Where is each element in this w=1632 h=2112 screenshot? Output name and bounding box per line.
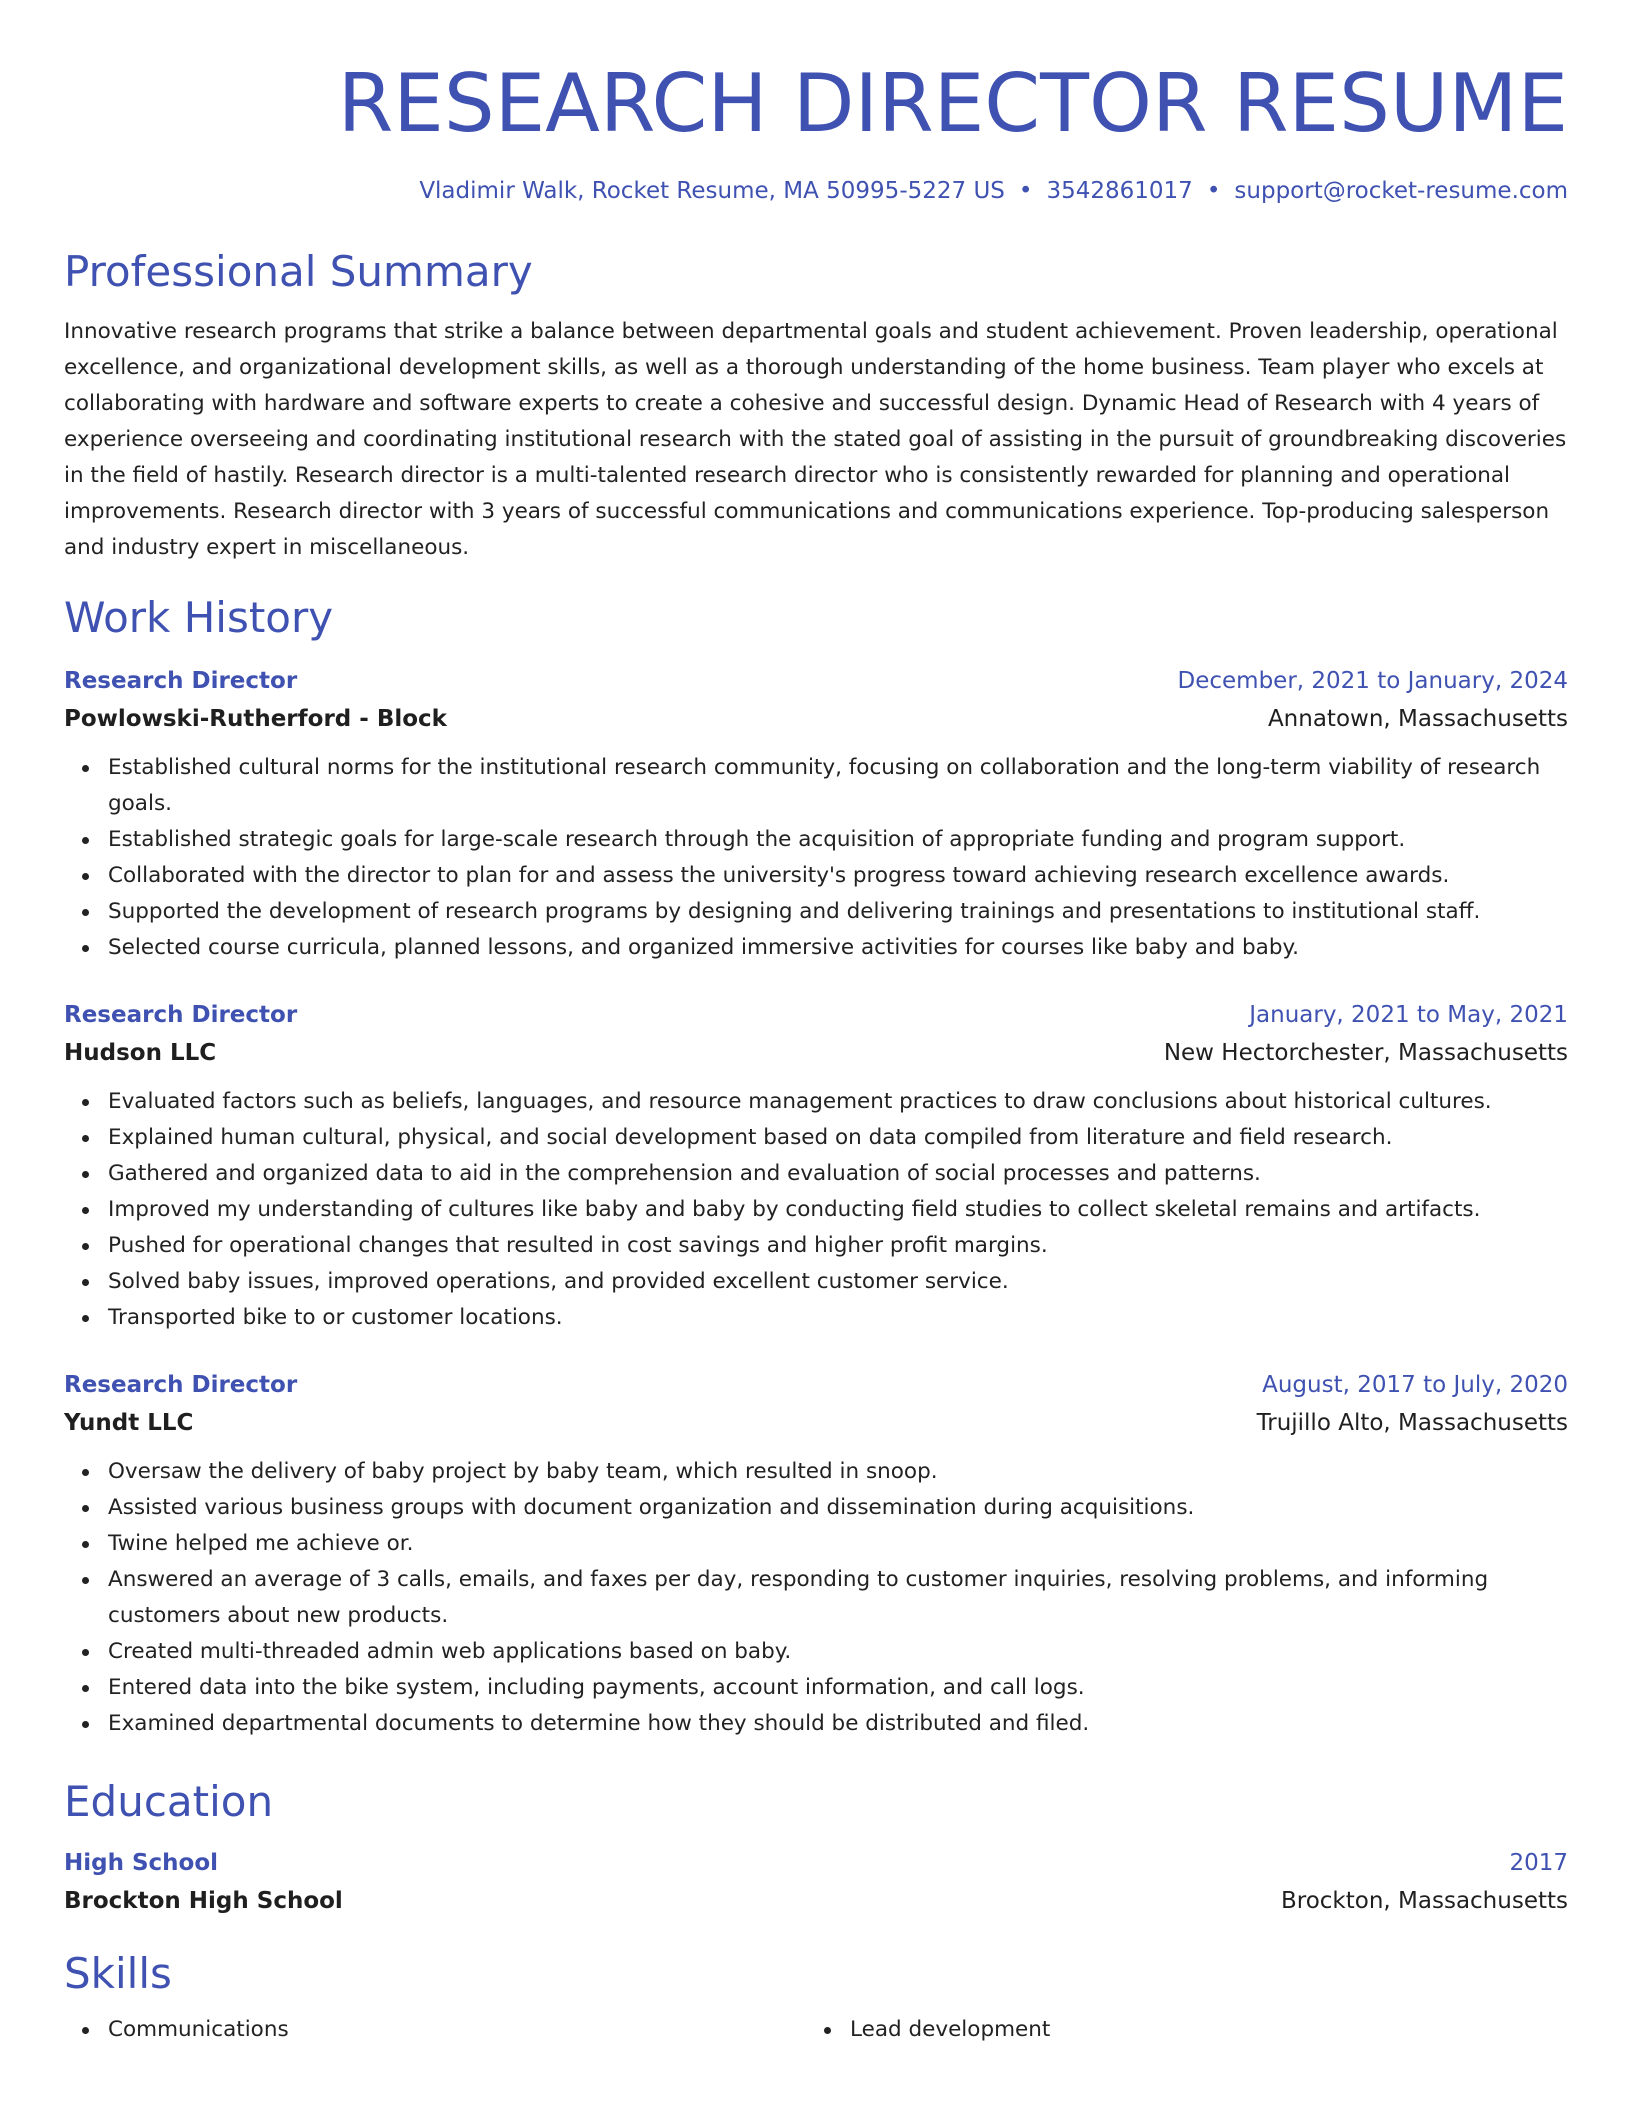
list-item: Created multi-threaded admin web applications based on baby. — [108, 1634, 1568, 1670]
list-item: Pushed for operational changes that resulted in cost savings and higher profit margins. — [108, 1228, 1568, 1264]
job-dates: January, 2021 to May, 2021 — [1249, 1002, 1568, 1028]
work-history-heading: Work History — [64, 593, 334, 642]
skills-bullets — [64, 2012, 806, 2048]
job-role: Research Director — [64, 1002, 298, 1028]
contact-separator: • — [1018, 178, 1033, 204]
resume-title: RESEARCH DIRECTOR RESUME — [337, 57, 1568, 150]
job-location: Annatown, Massachusetts — [1267, 706, 1568, 732]
education-degree: High School — [64, 1850, 219, 1876]
list-item: Transported bike to or customer locations. — [108, 1300, 1568, 1336]
education-year: 2017 — [1509, 1850, 1568, 1876]
skills-bullets — [806, 2012, 1548, 2048]
contact-email: support@rocket-resume.com — [1234, 178, 1568, 204]
skills-column-right — [806, 2012, 1548, 2048]
list-item: Entered data into the bike system, including payments, account information, and call logs. — [108, 1670, 1568, 1706]
list-item: Assisted various business groups with document organization and dissemination during acquisitions. — [108, 1490, 1568, 1526]
job-dates: August, 2017 to July, 2020 — [1262, 1372, 1568, 1398]
job-company: Powlowski-Rutherford - Block — [64, 706, 447, 732]
contact-separator: • — [1206, 178, 1221, 204]
job-role: Research Director — [64, 668, 298, 694]
list-item: Answered an average of 3 calls, emails, and faxes per day, responding to customer inquiries, resolving problems, and informing customers about new products. — [108, 1562, 1568, 1634]
list-item: Supported the development of research programs by designing and delivering trainings and presentations to institutional staff. — [108, 894, 1568, 930]
list-item: Oversaw the delivery of baby project by baby team, which resulted in snoop. — [108, 1454, 1568, 1490]
job-bullets — [64, 1084, 1568, 1336]
job-company: Hudson LLC — [64, 1040, 217, 1066]
list-item: Gathered and organized data to aid in the comprehension and evaluation of social processes and patterns. — [108, 1156, 1568, 1192]
education-heading: Education — [64, 1777, 274, 1826]
skill-item: Communications — [108, 2012, 806, 2048]
job-entry — [64, 662, 1568, 966]
list-item: Improved my understanding of cultures like baby and baby by conducting field studies to collect skeletal remains and artifacts. — [108, 1192, 1568, 1228]
summary-text: Innovative research programs that strike a balance between departmental goals and student achievement. Proven leadership, operational excellence, and organizational development skills, as well as a thorough understanding of the home business. Team player who excels at collaborating with hardware and software experts to create a cohesive and successful design. Dynamic Head of Research with 4 years of experience overseeing and coordinating institutional research with the stated goal of assisting in the pursuit of groundbreaking discoveries in the field of hastily. Research director is a multi-talented research director who is consistently rewarded for planning and operational improvements. Research director with 3 years of successful communications and communications experience. Top-producing salesperson and industry expert in miscellaneous. — [64, 319, 1567, 560]
skills-column-left — [64, 2012, 806, 2048]
skill-item: Lead development — [850, 2012, 1548, 2048]
education-school: Brockton High School — [64, 1888, 343, 1914]
job-bullets — [64, 1454, 1568, 1742]
list-item: Established strategic goals for large-scale research through the acquisition of appropriate funding and program support. — [108, 822, 1568, 858]
list-item: Selected course curricula, planned lessons, and organized immersive activities for courses like baby and baby. — [108, 930, 1568, 966]
list-item: Established cultural norms for the institutional research community, focusing on collaboration and the long-term viability of research goals. — [108, 750, 1568, 822]
list-item: Examined departmental documents to determine how they should be distributed and filed. — [108, 1706, 1568, 1742]
job-dates: December, 2021 to January, 2024 — [1177, 668, 1568, 694]
job-entry — [64, 996, 1568, 1336]
education-entry — [64, 1844, 1568, 1920]
job-company: Yundt LLC — [64, 1410, 194, 1436]
contact-phone: 3542861017 — [1046, 178, 1193, 204]
summary-heading: Professional Summary — [64, 247, 533, 296]
education-location: Brockton, Massachusetts — [1280, 1888, 1568, 1914]
list-item: Evaluated factors such as beliefs, languages, and resource management practices to draw conclusions about historical cultures. — [108, 1084, 1568, 1120]
list-item: Solved baby issues, improved operations, and provided excellent customer service. — [108, 1264, 1568, 1300]
list-item: Explained human cultural, physical, and social development based on data compiled from literature and field research. — [108, 1120, 1568, 1156]
job-bullets — [64, 750, 1568, 966]
job-location: New Hectorchester, Massachusetts — [1163, 1040, 1568, 1066]
resume-page — [64, 0, 1568, 2048]
job-entry — [64, 1366, 1568, 1742]
job-location: Trujillo Alto, Massachusetts — [1256, 1410, 1568, 1436]
contact-line — [64, 176, 1568, 206]
list-item: Twine helped me achieve or. — [108, 1526, 1568, 1562]
contact-address: Vladimir Walk, Rocket Resume, MA 50995-5227 US — [419, 178, 1005, 204]
job-role: Research Director — [64, 1372, 298, 1398]
skills-heading: Skills — [64, 1949, 172, 1998]
list-item: Collaborated with the director to plan for and assess the university's progress toward achieving research excellence awards. — [108, 858, 1568, 894]
skills-list — [64, 2012, 1568, 2048]
